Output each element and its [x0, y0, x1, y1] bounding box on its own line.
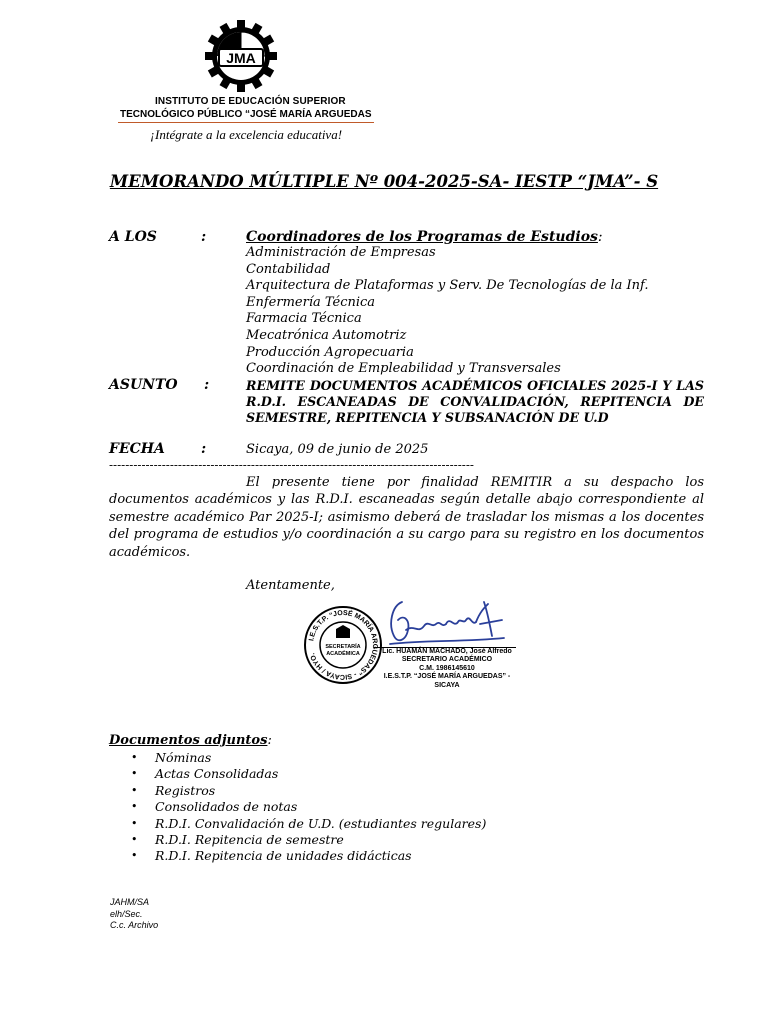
to-heading-suffix: : — [597, 229, 603, 245]
signer-institution: I.E.S.T.P. “JOSÉ MARÍA ARGUEDAS” - SICAYA — [383, 673, 511, 689]
attachments-heading — [109, 733, 272, 748]
attachment-label: Nóminas — [155, 750, 212, 765]
institute-name-line1: INSTITUTO DE EDUCACIÓN SUPERIOR — [155, 96, 346, 107]
signer-cm: C.M. 1986145610 — [419, 664, 475, 672]
bullet-icon: • — [131, 783, 138, 797]
attachment-label: Registros — [155, 782, 216, 798]
program-item: Contabilidad — [246, 261, 331, 277]
bullet-icon: • — [131, 833, 138, 847]
memo-body-text: El presente tiene por finalidad REMITIR a su despacho los documentos académicos y las R.D.I. escaneadas según detalle abajo correspondiente al semestre académico Par 2025-I; asimismo deberá de trasladar los mismas a los docentes del programa de estudios y/o coordinación a su cargo para su registro en los documentos académicos. — [109, 475, 704, 560]
closing: Atentamente, — [246, 578, 335, 593]
program-item: Producción Agropecuaria — [246, 344, 414, 360]
memo-body — [109, 474, 704, 561]
signer-name: Lic. HUAMÁN MACHADO, José Alfredo — [382, 648, 512, 655]
attachment-label: R.D.I. Convalidación de U.D. (estudiantes regulares) — [155, 815, 487, 831]
to-heading — [246, 229, 603, 245]
institute-motto: ¡Intégrate a la excelencia educativa! — [150, 127, 343, 142]
attachment-item — [109, 816, 486, 832]
bullet-icon: • — [131, 751, 138, 764]
date-value: Sicaya, 09 de junio de 2025 — [246, 442, 429, 457]
memo-title: MEMORANDO MÚLTIPLE Nº 004-2025-SA- IESTP “JMA”- S — [109, 172, 659, 191]
header-rule — [118, 122, 374, 123]
bullet-icon: • — [131, 767, 138, 781]
to-colon: : — [201, 229, 207, 245]
attachment-label: Consolidados de notas — [155, 799, 298, 815]
institute-name-line2: TECNOLÓGICO PÚBLICO “JOSÉ MARÍA ARGUEDAS — [120, 109, 372, 120]
signer-role: SECRETARIO ACADÉMICO — [401, 656, 493, 664]
attachment-item — [109, 799, 486, 815]
reference-initials — [110, 897, 158, 932]
institute-logo — [205, 20, 277, 92]
subject-text: REMITE DOCUMENTOS ACADÉMICOS OFICIALES 2025-I Y LAS R.D.I. ESCANEADAS DE CONVALIDACIÓN, REPITENCIA DE SEMESTRE, REPITENCIA Y SUBSANACIÓN DE U.D — [246, 378, 704, 426]
attachment-label: Actas Consolidadas — [155, 766, 279, 782]
official-stamp — [303, 605, 383, 685]
bullet-icon: • — [131, 849, 138, 863]
footer-line1: JAHM/SA — [110, 897, 150, 907]
attachments-heading-suffix: : — [267, 733, 272, 748]
to-label: A LOS — [109, 229, 157, 245]
attachment-label: R.D.I. Repitencia de unidades didácticas — [155, 848, 412, 864]
footer-line3: C.c. Archivo — [110, 920, 159, 930]
attachment-item — [109, 832, 486, 848]
subject-colon: : — [204, 377, 210, 393]
program-item: Farmacia Técnica — [246, 311, 362, 327]
attachment-item — [109, 783, 486, 799]
attachments-heading-text: Documentos adjuntos — [109, 733, 268, 748]
attachments-list — [109, 750, 486, 865]
attachment-item — [109, 766, 486, 782]
attachment-item — [109, 848, 486, 864]
separator-line: ------------------------------------------------------------------------------------------ — [109, 458, 474, 472]
footer-line2: elh/Sec. — [110, 908, 143, 919]
stamp-ring-text: I.E.S.T.P. “JOSÉ MARÍA ARGUEDAS” - SICAYA / HYO. — [308, 609, 379, 681]
stamp-center-line1: SECRETARÍA — [325, 644, 361, 650]
program-list — [246, 245, 649, 378]
program-item: Coordinación de Empleabilidad y Transversales — [246, 361, 561, 377]
date-colon: : — [201, 441, 207, 457]
subject-label: ASUNTO — [109, 377, 178, 393]
program-item: Arquitectura de Plataformas y Serv. De Tecnologías de la Inf. — [246, 278, 649, 294]
bullet-icon: • — [131, 816, 138, 830]
program-item: Mecatrónica Automotriz — [246, 327, 407, 343]
bullet-icon: • — [131, 800, 138, 814]
signature-block — [372, 648, 522, 690]
program-item: Enfermería Técnica — [246, 294, 376, 310]
date-label: FECHA — [109, 441, 165, 457]
program-item: Administración de Empresas — [246, 245, 436, 260]
stamp-center-line2: ACADÉMICA — [326, 651, 360, 657]
to-heading-text: Coordinadores de los Programas de Estudios — [246, 229, 598, 245]
logo-text: JMA — [226, 50, 256, 66]
attachment-label: R.D.I. Repitencia de semestre — [155, 832, 344, 848]
attachment-item — [109, 750, 486, 766]
